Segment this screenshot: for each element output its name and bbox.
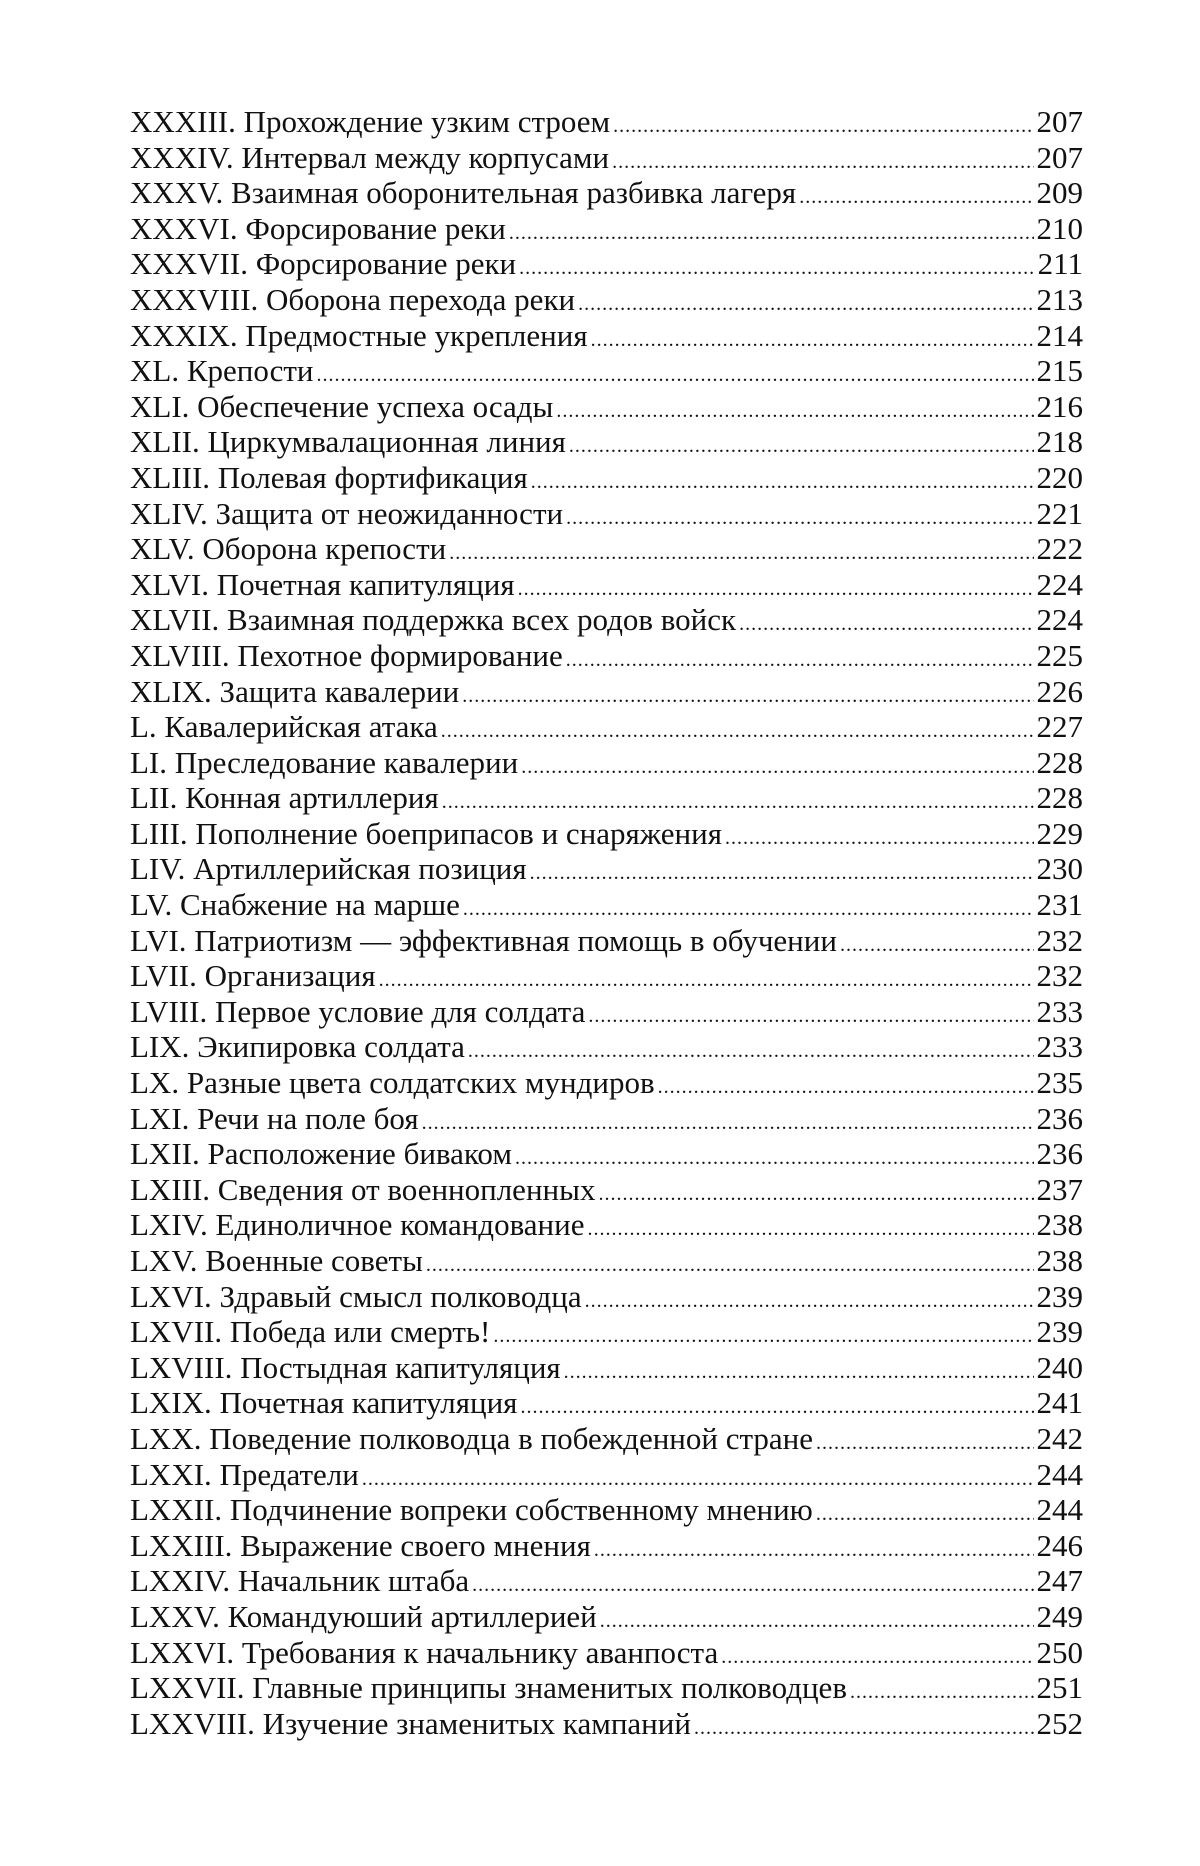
toc-entry-title: LII. Конная артиллерия <box>130 780 439 816</box>
toc-entry-title: LIV. Артиллерийская позиция <box>130 851 527 887</box>
toc-entry-page-number: 249 <box>1036 1598 1083 1634</box>
toc-entry-title: LI. Преследование кавалерии <box>130 744 519 780</box>
toc-entry-title: LXVIII. Постыдная капитуляция <box>130 1349 561 1385</box>
toc-entry-title: LVII. Организация <box>130 958 376 994</box>
toc-entry-title: LX. Разные цвета солдатских мундиров <box>130 1065 655 1101</box>
toc-entry-page-number: 230 <box>1036 851 1083 887</box>
toc-entry-title: LXIX. Почетная капитуляция <box>130 1385 518 1421</box>
toc-entry <box>130 887 1083 923</box>
dot-leader <box>441 714 1034 750</box>
toc-entry-title: XLV. Оборона крепости <box>130 531 447 567</box>
toc-entry <box>130 1101 1083 1137</box>
toc-entry-title: XLIX. Защита кавалерии <box>130 673 460 709</box>
dot-leader <box>694 1711 1034 1747</box>
toc-entry-title: LXXI. Предатели <box>130 1456 359 1492</box>
dot-leader <box>588 999 1033 1035</box>
toc-entry <box>130 1350 1083 1386</box>
toc-entry <box>130 1528 1083 1564</box>
dot-leader <box>799 180 1033 216</box>
toc-entry-page-number: 209 <box>1036 175 1083 211</box>
dot-leader <box>585 1284 1034 1320</box>
toc-entry-title: XLVII. Взаимная поддержка всех родов войск <box>130 602 737 638</box>
dot-leader <box>509 216 1034 252</box>
dot-leader <box>598 1177 1033 1213</box>
toc-entry-page-number: 236 <box>1036 1100 1083 1136</box>
toc-entry-page-number: 247 <box>1036 1563 1083 1599</box>
dot-leader <box>658 1070 1034 1106</box>
toc-entry-title: XXXIV. Интервал между корпусами <box>130 139 610 175</box>
toc-entry <box>130 1563 1083 1599</box>
toc-entry-page-number: 228 <box>1036 744 1083 780</box>
toc-entry <box>130 104 1083 140</box>
toc-entry-page-number: 233 <box>1036 993 1083 1029</box>
toc-entry-page-number: 237 <box>1036 1171 1083 1207</box>
toc-entry-page-number: 207 <box>1036 104 1083 139</box>
toc-entry <box>130 1385 1083 1421</box>
toc-entry <box>130 175 1083 211</box>
table-of-contents <box>130 104 1083 1741</box>
toc-entry <box>130 602 1083 638</box>
dot-leader <box>530 856 1034 892</box>
toc-entry <box>130 1706 1083 1742</box>
toc-entry-page-number: 207 <box>1036 139 1083 175</box>
toc-entry-title: LVI. Патриотизм — эффективная помощь в обучении <box>130 922 837 958</box>
toc-entry <box>130 709 1083 745</box>
toc-entry <box>130 424 1083 460</box>
toc-entry <box>130 816 1083 852</box>
toc-entry <box>130 140 1083 176</box>
toc-entry-title: LXXVIII. Изучение знаменитых кампаний <box>130 1705 691 1741</box>
toc-entry <box>130 638 1083 674</box>
toc-entry-page-number: 213 <box>1036 281 1083 317</box>
toc-entry-page-number: 236 <box>1036 1136 1083 1172</box>
toc-entry-page-number: 252 <box>1036 1705 1083 1741</box>
toc-entry-title: LXXIII. Выражение своего мнения <box>130 1527 591 1563</box>
toc-entry-page-number: 215 <box>1036 353 1083 389</box>
toc-entry <box>130 211 1083 247</box>
dot-leader <box>588 1212 1034 1248</box>
toc-entry-title: XLII. Циркумвалационная линия <box>130 424 566 460</box>
toc-entry-title: LXX. Поведение полководца в побежденной стране <box>130 1420 814 1456</box>
toc-entry-page-number: 222 <box>1036 531 1083 567</box>
toc-entry-page-number: 251 <box>1036 1670 1083 1706</box>
toc-entry <box>130 958 1083 994</box>
toc-entry <box>130 780 1083 816</box>
toc-entry-title: LXVI. Здравый смысл полководца <box>130 1278 582 1314</box>
toc-entry-page-number: 241 <box>1036 1385 1083 1421</box>
toc-entry-page-number: 235 <box>1036 1065 1083 1101</box>
toc-entry-title: XLIV. Защита от неожиданности <box>130 495 564 531</box>
toc-entry-page-number: 246 <box>1036 1527 1083 1563</box>
toc-entry-title: LXV. Военные советы <box>130 1243 423 1278</box>
toc-entry <box>130 674 1083 710</box>
dot-leader <box>462 679 1033 715</box>
dot-leader <box>521 750 1033 786</box>
toc-entry <box>130 1492 1083 1528</box>
toc-entry <box>130 1065 1083 1101</box>
toc-entry <box>130 1207 1083 1243</box>
toc-entry <box>130 994 1083 1030</box>
toc-entry-title: XXXV. Взаимная оборонительная разбивка лагеря <box>130 175 797 211</box>
dot-leader <box>840 928 1034 964</box>
toc-entry-title: XXXVIII. Оборона перехода реки <box>130 281 576 317</box>
toc-entry <box>130 923 1083 959</box>
toc-entry <box>130 1457 1083 1493</box>
toc-entry-title: XLVIII. Пехотное формирование <box>130 637 563 673</box>
toc-entry-page-number: 242 <box>1036 1420 1083 1456</box>
toc-entry <box>130 851 1083 887</box>
dot-leader <box>566 643 1034 679</box>
toc-entry-page-number: 218 <box>1036 424 1083 460</box>
toc-entry-page-number: 214 <box>1036 317 1083 353</box>
dot-leader <box>578 287 1033 323</box>
toc-entry-page-number: 244 <box>1036 1456 1083 1492</box>
toc-entry-title: LXVII. Победа или смерть! <box>130 1314 491 1350</box>
toc-entry <box>130 318 1083 354</box>
toc-entry-page-number: 221 <box>1036 495 1083 531</box>
toc-entry-title: XXXIII. Прохождение узким строем <box>130 104 611 139</box>
dot-leader <box>566 501 1033 537</box>
toc-entry-title: LXXIV. Начальник штаба <box>130 1563 470 1599</box>
toc-entry-page-number: 225 <box>1036 637 1083 673</box>
toc-entry <box>130 246 1083 282</box>
toc-entry-page-number: 232 <box>1036 922 1083 958</box>
toc-entry-page-number: 239 <box>1036 1314 1083 1350</box>
dot-leader <box>725 821 1034 857</box>
toc-entry <box>130 1314 1083 1350</box>
toc-entry-title: LVIII. Первое условие для солдата <box>130 993 586 1029</box>
toc-entry-title: XLI. Обеспечение успеха осады <box>130 388 554 424</box>
toc-entry <box>130 745 1083 781</box>
dot-leader <box>816 1426 1033 1462</box>
toc-entry-title: LXIII. Сведения от военнопленных <box>130 1171 596 1207</box>
toc-entry-title: LXXVI. Требования к начальнику аванпоста <box>130 1634 719 1670</box>
dot-leader <box>556 394 1033 430</box>
toc-entry <box>130 282 1083 318</box>
toc-entry <box>130 1421 1083 1457</box>
toc-entry-page-number: 220 <box>1036 459 1083 495</box>
toc-entry <box>130 1243 1083 1279</box>
toc-entry-title: XXXVI. Форсирование реки <box>130 210 506 246</box>
toc-entry-page-number: 224 <box>1036 566 1083 602</box>
toc-entry-page-number: 250 <box>1036 1634 1083 1670</box>
toc-entry-page-number: 239 <box>1036 1278 1083 1314</box>
toc-entry-title: XLIII. Полевая фортификация <box>130 459 528 495</box>
toc-entry <box>130 460 1083 496</box>
toc-entry-page-number: 244 <box>1036 1492 1083 1528</box>
dot-leader <box>739 607 1033 643</box>
dot-leader <box>816 1497 1034 1533</box>
toc-entry-page-number: 227 <box>1036 709 1083 745</box>
toc-entry-title: LXI. Речи на поле боя <box>130 1100 419 1136</box>
toc-entry-title: LXII. Расположение биваком <box>130 1136 512 1172</box>
toc-entry-title: L. Кавалерийская атака <box>130 709 438 745</box>
toc-entry-page-number: 231 <box>1036 887 1083 923</box>
toc-entry-page-number: 211 <box>1037 246 1083 282</box>
toc-entry-title: LIII. Пополнение боеприпасов и снаряжения <box>130 815 722 851</box>
toc-entry-title: LXXV. Командуюший артиллерией <box>130 1598 597 1634</box>
toc-entry <box>130 353 1083 389</box>
dot-leader <box>591 323 1034 359</box>
toc-entry-page-number: 232 <box>1036 958 1083 994</box>
toc-entry-title: LV. Снабжение на марше <box>130 887 460 923</box>
toc-entry <box>130 567 1083 603</box>
toc-entry-page-number: 233 <box>1036 1029 1083 1065</box>
dot-leader <box>613 109 1033 145</box>
toc-entry-page-number: 229 <box>1036 815 1083 851</box>
dot-leader <box>569 429 1034 465</box>
toc-entry <box>130 1029 1083 1065</box>
toc-entry-page-number: 228 <box>1036 780 1083 816</box>
toc-entry-page-number: 216 <box>1036 388 1083 424</box>
toc-entry-title: XLVI. Почетная капитуляция <box>130 566 515 602</box>
dot-leader <box>594 1533 1034 1569</box>
toc-entry-page-number: 238 <box>1036 1243 1083 1278</box>
toc-entry <box>130 1172 1083 1208</box>
dot-leader <box>531 465 1034 501</box>
dot-leader <box>422 1106 1034 1142</box>
toc-entry-page-number: 226 <box>1036 673 1083 709</box>
toc-entry-title: LXIV. Единоличное командование <box>130 1207 585 1243</box>
toc-entry-page-number: 240 <box>1036 1349 1083 1385</box>
dot-leader <box>519 251 1035 287</box>
toc-entry <box>130 1279 1083 1315</box>
toc-entry-title: LXXII. Подчинение вопреки собственному мнению <box>130 1492 813 1528</box>
toc-entry <box>130 531 1083 567</box>
dot-leader <box>564 1355 1034 1391</box>
dot-leader <box>493 1319 1033 1355</box>
toc-entry <box>130 389 1083 425</box>
toc-entry-title: XXXIX. Предмостные укрепления <box>130 317 588 353</box>
dot-leader <box>850 1675 1034 1711</box>
toc-entry-title: XXXVII. Форсирование реки <box>130 246 517 282</box>
toc-entry-page-number: 238 <box>1036 1207 1083 1243</box>
toc-entry <box>130 1670 1083 1706</box>
toc-entry <box>130 1635 1083 1671</box>
toc-entry-page-number: 210 <box>1036 210 1083 246</box>
toc-entry-page-number: 224 <box>1036 602 1083 638</box>
toc-entry <box>130 1599 1083 1635</box>
dot-leader <box>449 536 1033 572</box>
toc-entry-title: XL. Крепости <box>130 353 314 389</box>
toc-entry <box>130 1136 1083 1172</box>
toc-entry <box>130 496 1083 532</box>
toc-entry-title: LIX. Экипировка солдата <box>130 1029 465 1065</box>
toc-entry-title: LXXVII. Главные принципы знаменитых полководцев <box>130 1670 847 1706</box>
